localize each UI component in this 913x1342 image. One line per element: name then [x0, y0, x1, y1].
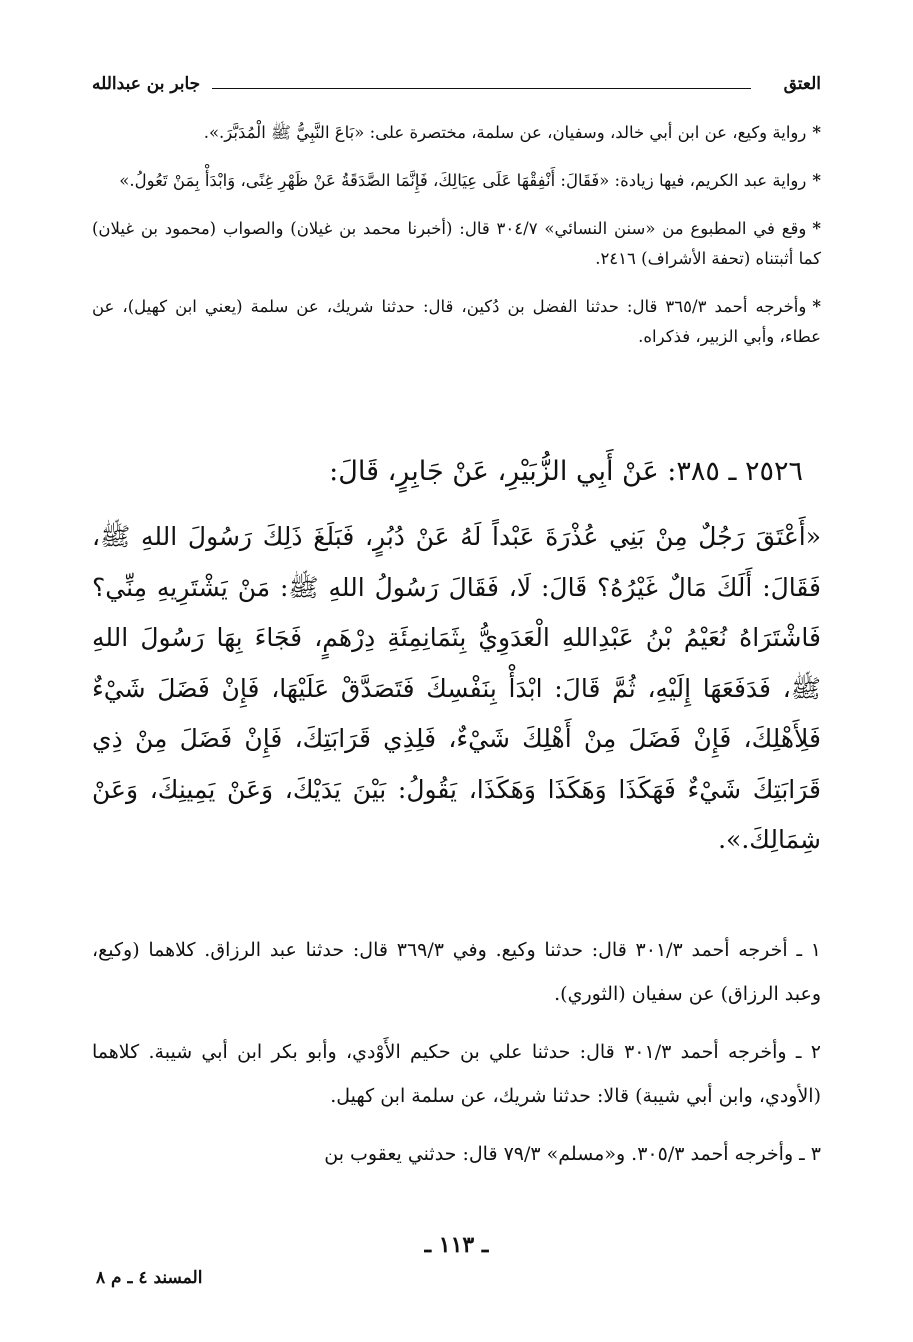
footnote-item: ١ ـ أخرجه أحمد ٣٠١/٣ قال: حدثنا وكيع. وفي ٣٦٩/٣ قال: حدثنا عبد الرزاق. كلاهما (وكيع، وعبد الرزاق) عن سفيان (الثوري). [92, 939, 821, 1005]
page-number: ـ ١١٣ ـ [424, 1232, 489, 1258]
note-text: رواية وكيع، عن ابن أبي خالد، وسفيان، عن سلمة، مختصرة على: «بَاعَ النَّبِيُّ ﷺ الْمُدَبَّرَ.». [203, 123, 807, 142]
footnote-item: ٣ ـ وأخرجه أحمد ٣٠٥/٣. و«مسلم» ٧٩/٣ قال: حدثني يعقوب بن [324, 1143, 821, 1165]
note-text: رواية عبد الكريم، فيها زيادة: «فَقَالَ: أَنْفِقْهَا عَلَى عِيَالِكَ، فَإِنَّمَا الصَّدَقَةُ عَنْ ظَهْرِ غِنًى، وَابْدَأْ بِمَنْ تَعُولُ.» [119, 171, 807, 190]
narrator-title: جابر بن عبدالله [92, 74, 201, 94]
signature-mark: المسند ٤ ـ م ٨ [96, 1268, 203, 1288]
note-item [92, 214, 821, 274]
header-rule [212, 88, 751, 89]
note-item [92, 292, 821, 352]
running-header [92, 74, 821, 100]
note-bullet: * [812, 219, 822, 238]
note-bullet: * [812, 297, 821, 316]
note-item [92, 118, 821, 148]
footnote-item: ٢ ـ وأخرجه أحمد ٣٠١/٣ قال: حدثنا علي بن حكيم الأَوْدي، وأبو بكر ابن أبي شيبة. كلاهما (الأودي، وابن أبي شيبة) قالا: حدثنا شريك، عن سلمة ابن كهيل. [92, 1041, 821, 1107]
footnotes-section [92, 928, 821, 1190]
note-bullet: * [812, 123, 821, 142]
hadith-heading: ٢٥٢٦ ـ ٣٨٥: عَنْ أَبِي الزُّبَيْرِ، عَنْ جَابِرٍ، قَالَ: [329, 456, 803, 487]
hadith-text: «أَعْتَقَ رَجُلٌ مِنْ بَنِي عُذْرَةَ عَبْداً لَهُ عَنْ دُبُرٍ، فَبَلَغَ ذَلِكَ رَسُولَ اللهِ ﷺ، فَقَالَ: أَلَكَ مَالٌ غَيْرُهُ؟ قَالَ: لَا، فَقَالَ رَسُولُ اللهِ ﷺ: مَنْ يَشْتَرِيهِ مِنِّي؟ فَاشْتَرَاهُ نُعَيْمُ بْنُ عَبْدِاللهِ الْعَدَوِيُّ بِثَمَانِمِئَةِ دِرْهَمٍ، فَجَاءَ بِهَا رَسُولَ اللهِ ﷺ، فَدَفَعَهَا إِلَيْهِ، ثُمَّ قَالَ: ابْدَأْ بِنَفْسِكَ فَتَصَدَّقْ عَلَيْهَا، فَإِنْ فَضَلَ شَيْءٌ فَلِأَهْلِكَ، فَإِنْ فَضَلَ مِنْ أَهْلِكَ شَيْءٌ، فَلِذِي قَرَابَتِكَ، فَإِنْ فَضَلَ مِنْ ذِي قَرَابَتِكَ شَيْءٌ فَهَكَذَا وَهَكَذَا وَهَكَذَا، يَقُولُ: بَيْنَ يَدَيْكَ، وَعَنْ يَمِينِكَ، وَعَنْ شِمَالِكَ.». [92, 522, 821, 854]
note-text: وأخرجه أحمد ٣٦٥/٣ قال: حدثنا الفضل بن دُكين، قال: حدثنا شريك، عن سلمة (يعني ابن كهيل)، عن عطاء، وأبي الزبير، فذكراه. [92, 297, 821, 346]
note-item [92, 166, 821, 196]
chapter-title: العتق [783, 74, 821, 94]
note-bullet: * [812, 171, 821, 190]
notes-section [92, 118, 821, 370]
note-text: وقع في المطبوع من «سنن النسائي» ٣٠٤/٧ قال: (أخبرنا محمد بن غيلان) والصواب (محمود بن غيلان) كما أثبتناه (تحفة الأشراف) ٢٤١٦. [92, 219, 821, 268]
